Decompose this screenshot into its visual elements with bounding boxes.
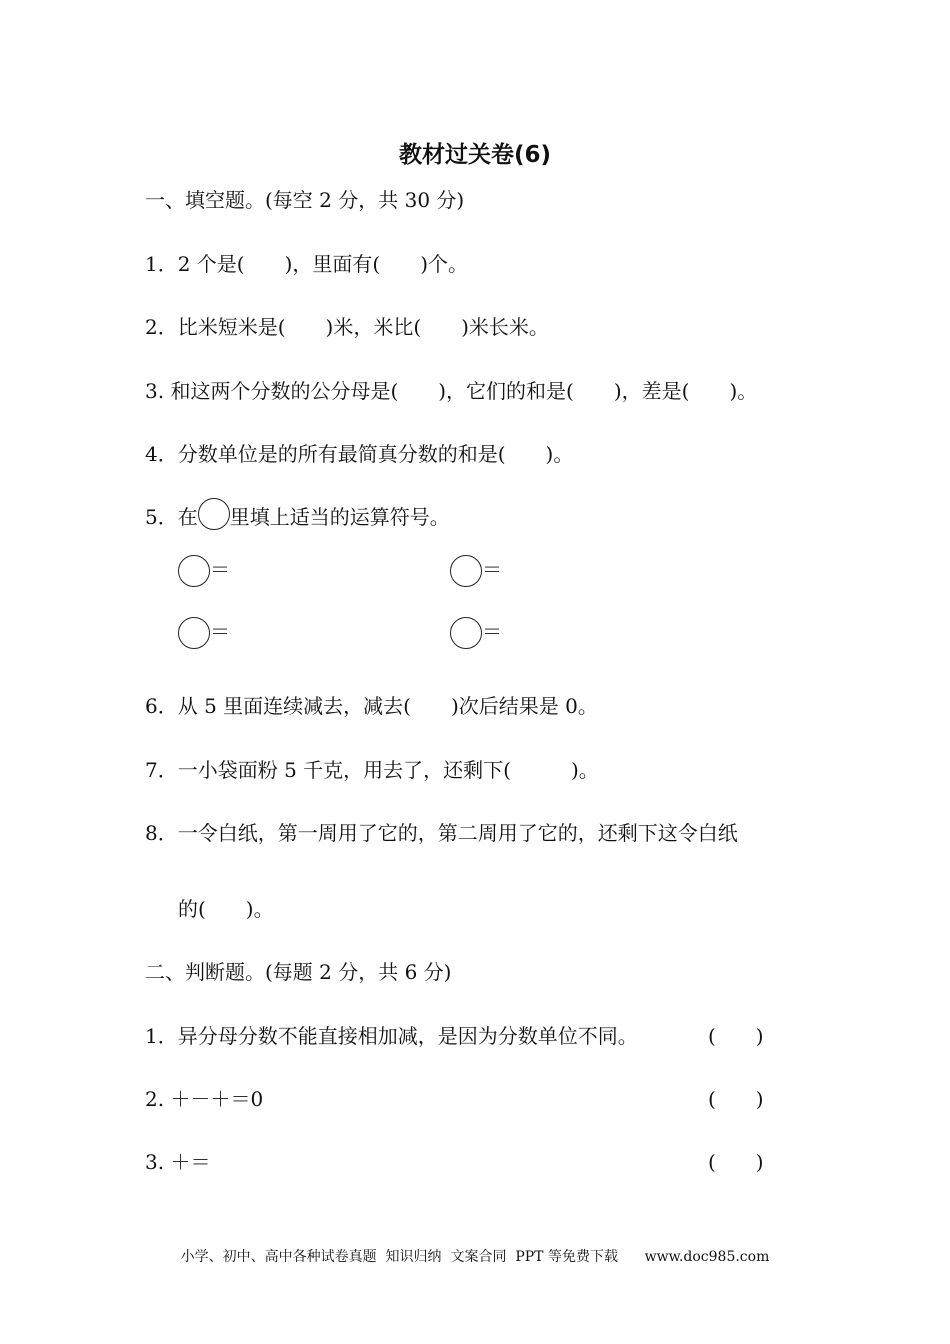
page-title: 教材过关卷(6)	[398, 142, 552, 168]
equation-blank[interactable]	[450, 617, 502, 649]
judge-question-2: 2. ＋－＋＝0	[145, 1087, 264, 1111]
equation-blank[interactable]	[178, 555, 230, 587]
question-1-5	[145, 503, 450, 531]
answer-paren[interactable]: ( )	[708, 1150, 764, 1174]
circle-blank-icon[interactable]	[450, 617, 482, 649]
question-1-5-prefix: 5．在	[145, 505, 198, 529]
section1-header: 一、填空题。(每空 2 分，共 30 分)	[145, 188, 465, 212]
answer-paren[interactable]: ( )	[708, 1024, 764, 1048]
footer-text: 小学、初中、高中各种试卷真题 知识归纳 文案合同 PPT 等免费下载 www.doc985.com	[180, 1249, 770, 1265]
circle-blank-icon[interactable]	[178, 617, 210, 649]
question-1-1: 1．2 个是( )，里面有( )个。	[145, 252, 469, 276]
question-1-7: 7．一小袋面粉 5 千克，用去了，还剩下( )。	[145, 758, 599, 782]
question-1-5-suffix: 里填上适当的运算符号。	[229, 505, 450, 529]
equals-sign: ＝	[482, 557, 502, 582]
question-1-8-line1: 8．一令白纸，第一周用了它的，第二周用了它的，还剩下这令白纸	[145, 821, 738, 845]
question-1-2: 2．比米短米是( )米，米比( )米长米。	[145, 315, 549, 339]
question-1-3: 3. 和这两个分数的公分母是( )，它们的和是( )，差是( )。	[145, 379, 758, 403]
equals-sign: ＝	[210, 557, 230, 582]
equation-blank[interactable]	[450, 555, 502, 587]
question-1-6: 6．从 5 里面连续减去，减去( )次后结果是 0。	[145, 694, 598, 718]
section2-header: 二、判断题。(每题 2 分，共 6 分)	[145, 960, 452, 984]
answer-paren[interactable]: ( )	[708, 1087, 764, 1111]
question-1-8-line2: 的( )。	[178, 897, 274, 921]
equation-blank[interactable]	[178, 617, 230, 649]
judge-question-1: 1．异分母分数不能直接相加减，是因为分数单位不同。	[145, 1024, 638, 1048]
question-1-4: 4．分数单位是的所有最简真分数的和是( )。	[145, 442, 574, 466]
circle-blank-icon	[198, 498, 230, 530]
judge-question-3: 3. ＋＝	[145, 1150, 211, 1174]
circle-blank-icon[interactable]	[450, 555, 482, 587]
equals-sign: ＝	[210, 619, 230, 644]
equals-sign: ＝	[482, 619, 502, 644]
circle-blank-icon[interactable]	[178, 555, 210, 587]
